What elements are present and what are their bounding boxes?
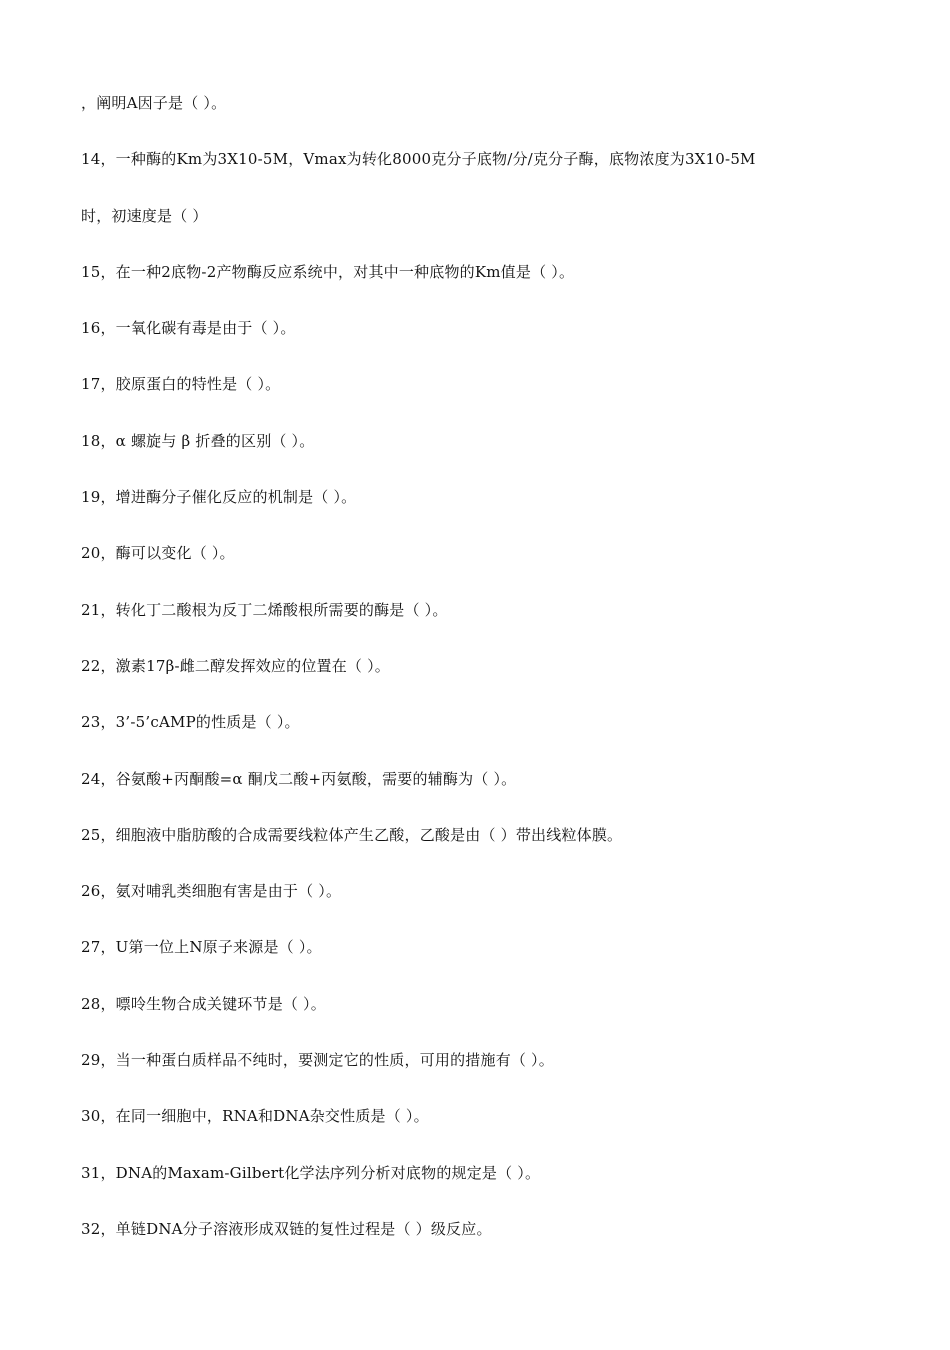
question-27: 27，U第一位上N原子来源是（ ）。 — [81, 938, 322, 957]
question-14: 14，一种酶的Km为3X10-5M，Vmax为转化8000克分子底物/分/克分子酶，底物浓度为3X10-5M — [81, 150, 756, 169]
question-28: 28，嘌呤生物合成关键环节是（ ）。 — [81, 994, 326, 1013]
question-list — [81, 88, 901, 1270]
text-line: ，阐明A因子是（ ）。 — [81, 94, 227, 112]
question-23: 23，3’-5’cAMP的性质是（ ）。 — [81, 713, 300, 732]
text-line: 时，初速度是（ ） — [81, 206, 208, 225]
question-30: 30，在同一细胞中，RNA和DNA杂交性质是（ ）。 — [81, 1107, 429, 1126]
question-20: 20，酶可以变化（ ）。 — [81, 544, 235, 563]
question-22: 22，激素17β-雌二醇发挥效应的位置在（ ）。 — [81, 656, 390, 675]
question-15: 15，在一种2底物-2产物酶反应系统中，对其中一种底物的Km值是（ ）。 — [81, 262, 575, 281]
question-31: 31，DNA的Maxam-Gilbert化学法序列分析对底物的规定是（ ）。 — [81, 1163, 541, 1182]
question-26: 26，氨对哺乳类细胞有害是由于（ ）。 — [81, 882, 342, 901]
question-21: 21，转化丁二酸根为反丁二烯酸根所需要的酶是（ ）。 — [81, 600, 448, 619]
question-29: 29，当一种蛋白质样品不纯时，要测定它的性质，可用的措施有（ ）。 — [81, 1051, 554, 1070]
question-25: 25，细胞液中脂肪酸的合成需要线粒体产生乙酸，乙酸是由（ ）带出线粒体膜。 — [81, 825, 623, 844]
question-24: 24，谷氨酸+丙酮酸=α 酮戊二酸+丙氨酸，需要的辅酶为（ ）。 — [81, 769, 517, 788]
question-32: 32，单链DNA分子溶液形成双链的复性过程是（ ）级反应。 — [81, 1219, 492, 1238]
question-19: 19，增进酶分子催化反应的机制是（ ）。 — [81, 488, 357, 507]
question-16: 16，一氧化碳有毒是由于（ ）。 — [81, 319, 296, 338]
question-17: 17，胶原蛋白的特性是（ ）。 — [81, 375, 281, 394]
question-18: 18，α 螺旋与 β 折叠的区别（ ）。 — [81, 431, 315, 450]
